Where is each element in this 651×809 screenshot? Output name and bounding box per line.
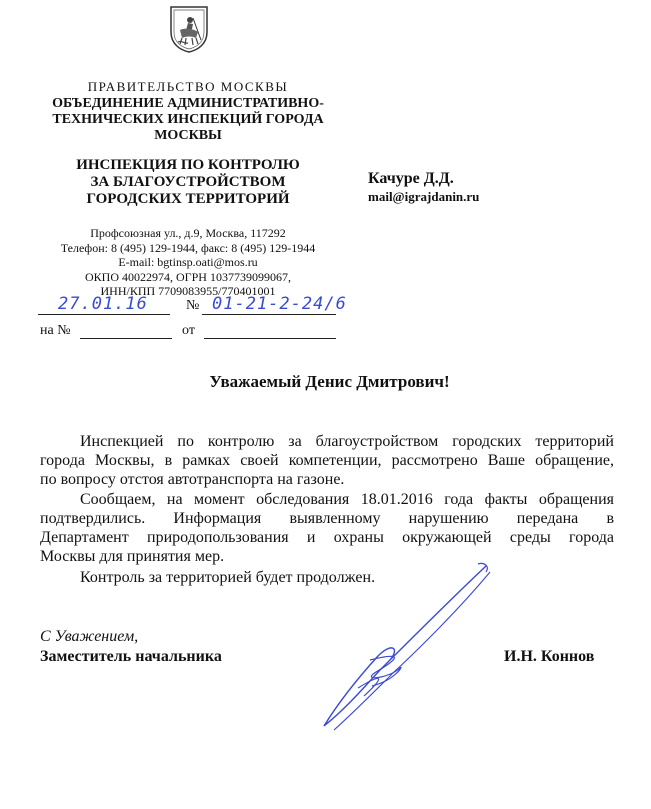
signer-name: И.Н. Коннов — [504, 648, 595, 665]
from-underline — [204, 338, 336, 339]
address-text: Профсоюзная ул., д.9, Москва, 117292 — [90, 226, 286, 240]
association-line: МОСКВЫ — [154, 128, 222, 143]
body-line: подтвердились. Информация выявленному нарушению передана в — [40, 510, 614, 527]
handwritten-number: 01-21-2-24/6 — [212, 294, 347, 314]
number-underline — [202, 314, 336, 315]
date-underline — [38, 314, 170, 315]
signer-position: Заместитель начальника — [40, 648, 222, 665]
inn-text: ИНН/КПП 7709083955/770401001 — [100, 284, 276, 298]
inspection-line: ЗА БЛАГОУСТРОЙСТВОМ — [90, 174, 286, 190]
ref-label: на № — [40, 323, 71, 338]
body-line: Инспекцией по контролю за благоустройством городских территорий — [80, 433, 614, 450]
greeting: Уважаемый Денис Дмитрович! — [209, 372, 450, 391]
paragraph-2 — [40, 490, 614, 566]
contact-block — [40, 226, 336, 299]
signature-icon — [300, 560, 500, 735]
association-line: ТЕХНИЧЕСКИХ ИНСПЕКЦИЙ ГОРОДА — [52, 112, 324, 127]
phone-text: Телефон: 8 (495) 129-1944, факс: 8 (495) 129-1944 — [60, 240, 316, 255]
body-line: Москвы для принятия мер. — [40, 548, 225, 565]
handwritten-date: 27.01.16 — [58, 294, 148, 314]
recipient-name: Качуре Д.Д. — [368, 170, 454, 187]
ref-underline — [80, 338, 172, 339]
inspection-line: ГОРОДСКИХ ТЕРРИТОРИЙ — [86, 191, 290, 207]
body-line: Департамент природопользования и охраны окружающей среды города — [40, 529, 614, 546]
paragraph-1 — [40, 432, 614, 489]
from-label: от — [182, 323, 195, 338]
moscow-coat-of-arms-icon — [168, 4, 210, 54]
email-text: E-mail: bgtinsp.oati@mos.ru — [118, 255, 258, 269]
closing-regards: С Уважением, — [40, 628, 139, 645]
inspection-line: ИНСПЕКЦИЯ ПО КОНТРОЛЮ — [76, 157, 300, 173]
inspection-name — [40, 157, 336, 208]
number-label: № — [186, 298, 200, 313]
okpo-text: ОКПО 40022974, ОГРН 1037739099067, — [85, 269, 291, 284]
recipient-email: mail@igrajdanin.ru — [368, 189, 480, 204]
body-line: Контроль за территорией будет продолжен. — [80, 569, 376, 586]
association-name — [40, 96, 336, 144]
body-line: Сообщаем, на момент обследования 18.01.2016 года факты обращения — [80, 491, 614, 508]
body-line: по вопросу отстоя автотранспорта на газоне. — [40, 471, 345, 488]
body-line: города Москвы, в рамках своей компетенции, рассмотрено Ваше обращение, — [40, 452, 614, 469]
association-line: ОБЪЕДИНЕНИЕ АДМИНИСТРАТИВНО- — [52, 96, 324, 111]
government-heading: ПРАВИТЕЛЬСТВО МОСКВЫ — [87, 79, 289, 94]
